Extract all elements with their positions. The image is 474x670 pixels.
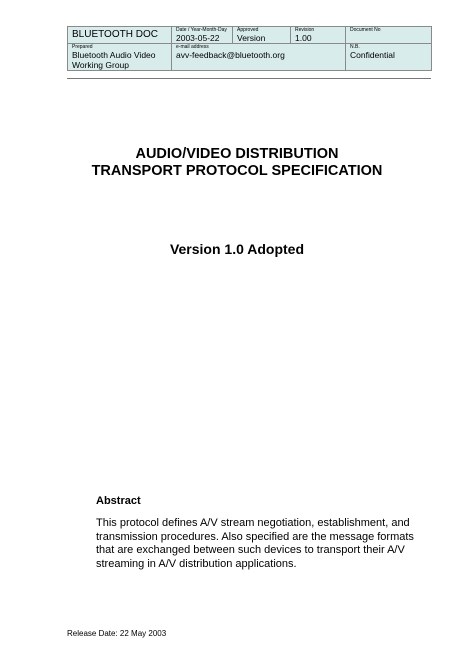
date-label: Date / Year-Month-Day [176,27,227,33]
nb-value: Confidential [350,50,395,60]
abstract-heading: Abstract [96,495,141,507]
abstract-line: transmission procedures. Also specified are the message formats [96,530,414,543]
email-value: avv-feedback@bluetooth.org [176,50,285,60]
document-title-line2: TRANSPORT PROTOCOL SPECIFICATION [91,163,383,179]
nb-label: N.B. [350,44,360,50]
prepared-label: Prepared [72,44,93,50]
email-cell [172,44,346,71]
approved-cell [233,27,291,44]
nb-cell [346,44,432,71]
approved-label: Approved [237,27,259,33]
revision-cell [291,27,346,44]
abstract-line: streaming in A/V distribution applications. [96,557,297,570]
date-cell [172,27,233,44]
abstract-line: that are exchanged between such devices to transport their A/V [96,544,405,556]
document-number-cell [346,27,432,44]
header-row-1 [68,27,432,44]
abstract-line: This protocol defines A/V stream negotiation, establishment, and [96,517,410,529]
document-number-label: Document No [350,27,381,33]
header-divider [67,78,431,79]
approved-value: Version [237,33,266,43]
prepared-cell [68,44,172,71]
header-row-2 [68,44,432,71]
document-title-line1: AUDIO/VIDEO DISTRIBUTION [135,146,339,162]
doc-type: BLUETOOTH DOC [72,29,158,40]
version-label: Version 1.0 Adopted [169,241,305,257]
prepared-value-line2: Working Group [72,60,130,70]
date-value: 2003-05-22 [176,33,220,43]
revision-value: 1.00 [295,33,312,43]
abstract-body [96,517,436,571]
email-label: e-mail address [176,44,209,50]
document-header-table [67,26,432,71]
release-date: Release Date: 22 May 2003 [67,629,167,638]
doc-type-cell [68,27,172,44]
prepared-value-line1: Bluetooth Audio Video [72,50,156,60]
revision-label: Revision [295,27,315,33]
